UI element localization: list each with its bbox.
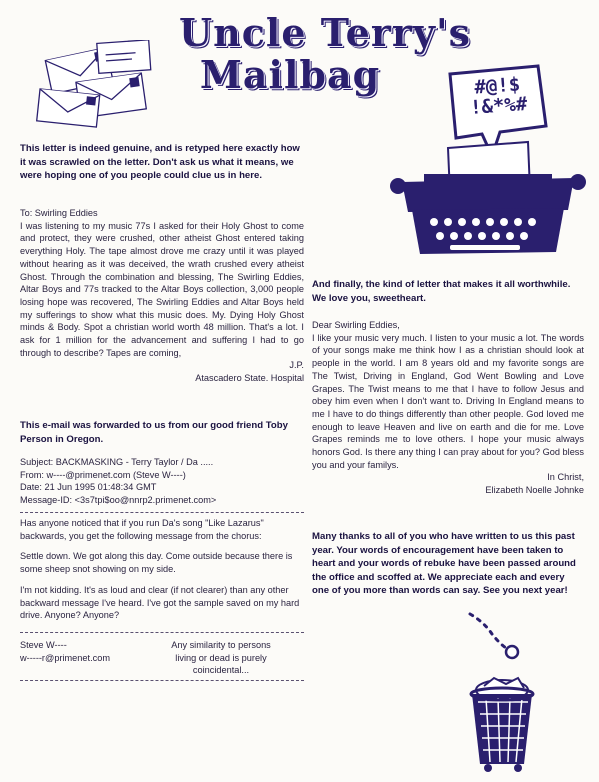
letter1-intro: This letter is indeed genuine, and is retyped here exactly how it was scrawled on the letter. Don't ask us what it means, we were hoping one of you people could clue us in here. (20, 143, 300, 181)
email-message-id: Message-ID: <3s7tpi$oo@nnrp2.primenet.com> (20, 495, 217, 506)
email-p3: I'm not kidding. It's as loud and clear (if not clearer) than any other backward message I've heard. I've got the sample saved on my hard drive. Anyone? Anyone? (20, 584, 300, 621)
bubble-line-1: #@!$ (473, 73, 521, 99)
letter2 (312, 319, 584, 497)
sig-name: Steve W---- (20, 640, 67, 650)
sig-email: w-----r@primenet.com (20, 652, 110, 663)
letter1-body: I was listening to my music 77s I asked for their Holy Ghost to come and protect, they were crushed, other atheist Ghost entered taking everything Holy. The tape almost drove me crazy until it was played without hearing as it was deceived, the wrath crushed every atheist Ghost. Through the combination and blessing, The Swirling Eddies, Altar Boys and 77s tracked to the Altar Boys collection, 3,000 people losing hope was recovered, The Swirling Eddies and Altar Boys held my sufferings to show what this music does. My. Dying Holy Ghost minds & Body. Spot a christian world worth 48 million. That's a lot. I ask for 1 million for the advancement and suffering I had to go through to describe? Tapes are coming, (20, 220, 304, 358)
thanks-note: Many thanks to all of you who have written to us this past year. Your words of encouragement have been taken to heart and your words of rebuke have been passed around the office and scoffed at. We appreciate each and every one of you more than words can say. See you next year! (312, 531, 576, 596)
letter2-greeting: Dear Swirling Eddies, (312, 320, 400, 330)
disclaimer-line1: Any similarity to persons (171, 640, 271, 650)
email-intro: This e-mail was forwarded to us from our good friend Toby Person in Oregon. (20, 420, 288, 445)
divider (20, 632, 304, 633)
disclaimer-line2: living or dead is purely (175, 652, 267, 663)
letter1-sig1: J.P. (289, 360, 304, 371)
email-headers (20, 456, 304, 507)
email-p2: Settle down. We got along this day. Come outside because there is some sheep snot showing on my side. (20, 551, 293, 575)
bubble-text (447, 73, 550, 120)
disclaimer (146, 639, 296, 677)
email-p1: Has anyone noticed that if you run Da's song "Like Lazarus" backwards, you get the following message from the chorus: (20, 518, 264, 541)
letter2-name: Elizabeth Noelle Johnke (485, 485, 584, 496)
letter1 (20, 207, 304, 385)
email-subject: Subject: BACKMASKING - Terry Taylor / Da ..... (20, 457, 214, 467)
disclaimer-line3: coincidental... (192, 665, 250, 676)
letter2-body: I like your music very much. I listen to your music a lot. The words of your songs make me think how I as a christian should look at people in the world. I am 8 years old and my favorite songs are The Twist, Driving in England, God Went Bowling and Love Grapes. The Twist means to me that I have to follow Jesus and obey him even when I don't want to. Driving In England means to me I have to do things differently than other people. God loved me enough to leave Heaven and live on earth and die for me. Love Grapes reminds me to love others. I hope your music always honors God. Is there any thing I can pray about for you? God bless you and your familys. (312, 332, 584, 470)
bubble-line-2: !&*%# (469, 93, 528, 119)
letter2-intro: And finally, the kind of letter that makes it all worthwhile. We love you, sweetheart. (312, 279, 571, 304)
letter1-sig2: Atascadero State. Hospital (195, 373, 304, 384)
envelopes-icon (28, 40, 168, 135)
letter2-closing: In Christ, (547, 472, 584, 483)
email-from: From: w----@primenet.com (Steve W----) (20, 469, 186, 480)
page-title-line2: Mailbag (199, 52, 381, 97)
divider (20, 680, 304, 681)
email-date: Date: 21 Jun 1995 01:48:34 GMT (20, 482, 157, 493)
trash-can-icon (440, 594, 570, 774)
divider (20, 512, 304, 513)
page-title: Uncle Terry's (179, 10, 471, 55)
letter1-to: To: Swirling Eddies (20, 208, 98, 218)
email-signature (20, 639, 160, 664)
email-body (20, 517, 304, 622)
